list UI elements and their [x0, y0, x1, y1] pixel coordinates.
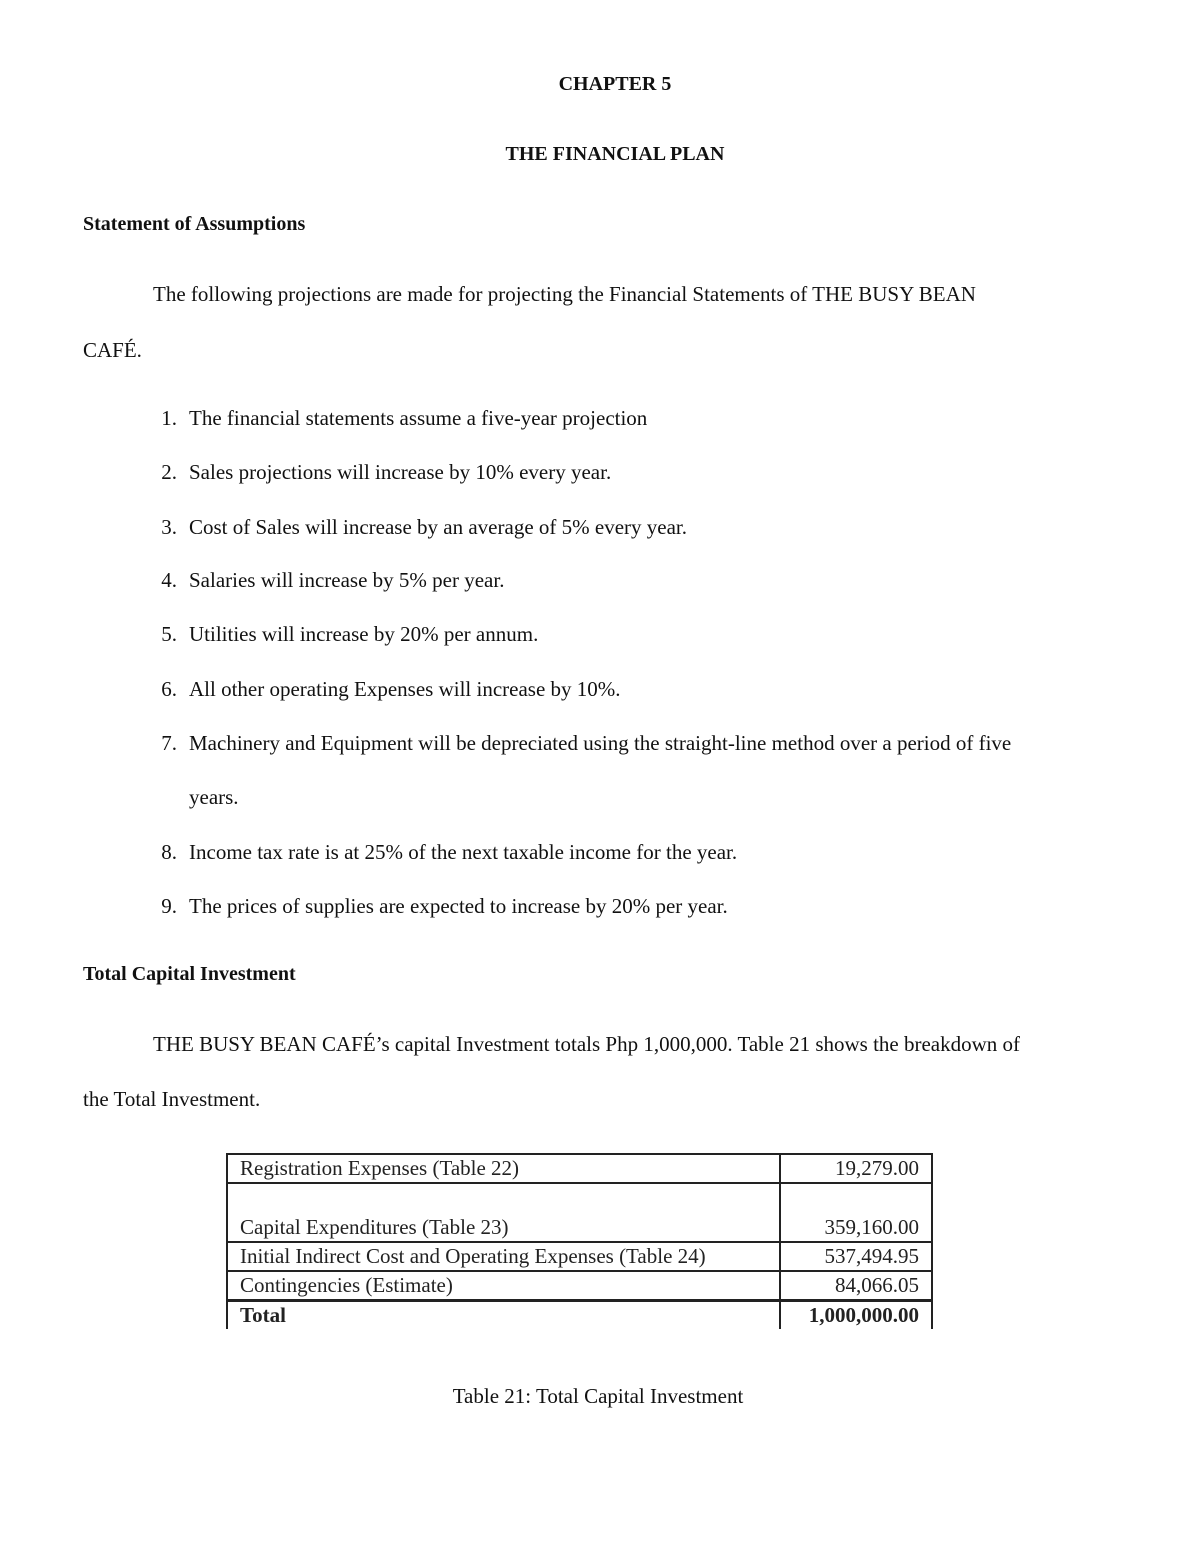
- row-label: Contingencies (Estimate): [227, 1271, 780, 1301]
- total-value: 1,000,000.00: [780, 1301, 932, 1330]
- table-caption: Table 21: Total Capital Investment: [452, 1384, 744, 1408]
- list-item: Machinery and Equipment will be depreciated using the straight-line method over a period of five: [189, 731, 1012, 755]
- row-value: 84,066.05: [780, 1271, 932, 1301]
- investment-heading: Total Capital Investment: [83, 963, 296, 985]
- investment-paragraph-line2: the Total Investment.: [83, 1087, 261, 1111]
- list-item: Sales projections will increase by 10% every year.: [189, 460, 612, 484]
- list-item: The prices of supplies are expected to increase by 20% per year.: [189, 894, 728, 918]
- list-item-number: 9.: [161, 894, 177, 918]
- table-row: [227, 1271, 932, 1301]
- table-row: [227, 1154, 932, 1183]
- row-label: Registration Expenses (Table 22): [227, 1154, 780, 1183]
- total-label: Total: [227, 1301, 780, 1330]
- list-item-continuation: years.: [189, 785, 239, 809]
- list-item-number: 7.: [161, 731, 177, 755]
- list-item-number: 3.: [161, 515, 177, 539]
- row-value: 537,494.95: [780, 1242, 932, 1271]
- row-label: Initial Indirect Cost and Operating Expenses (Table 24): [227, 1242, 780, 1271]
- table-row: [227, 1242, 932, 1271]
- list-item: Utilities will increase by 20% per annum.: [189, 622, 539, 646]
- assumptions-intro-line2: CAFÉ.: [83, 338, 142, 362]
- list-item: The financial statements assume a five-year projection: [189, 406, 648, 430]
- assumptions-intro-line1: The following projections are made for projecting the Financial Statements of THE BUSY BEAN: [153, 282, 976, 306]
- row-value: 359,160.00: [780, 1183, 932, 1242]
- capital-investment-table: [226, 1153, 933, 1329]
- row-label: Capital Expenditures (Table 23): [227, 1183, 780, 1242]
- list-item-number: 8.: [161, 840, 177, 864]
- list-item: Salaries will increase by 5% per year.: [189, 568, 505, 592]
- chapter-label: CHAPTER 5: [558, 73, 672, 95]
- list-item-number: 2.: [161, 460, 177, 484]
- table-total-row: [227, 1301, 932, 1330]
- table-row: [227, 1183, 932, 1242]
- list-item-number: 4.: [161, 568, 177, 592]
- list-item-number: 5.: [161, 622, 177, 646]
- investment-paragraph-line1: THE BUSY BEAN CAFÉ’s capital Investment totals Php 1,000,000. Table 21 shows the breakdown of: [153, 1032, 1021, 1056]
- assumptions-heading: Statement of Assumptions: [83, 213, 306, 235]
- list-item: Cost of Sales will increase by an average of 5% every year.: [189, 515, 687, 539]
- list-item: Income tax rate is at 25% of the next taxable income for the year.: [189, 840, 738, 864]
- page-title: THE FINANCIAL PLAN: [505, 143, 725, 165]
- list-item-number: 1.: [161, 406, 177, 430]
- list-item: All other operating Expenses will increase by 10%.: [189, 677, 621, 701]
- list-item-number: 6.: [161, 677, 177, 701]
- row-value: 19,279.00: [780, 1154, 932, 1183]
